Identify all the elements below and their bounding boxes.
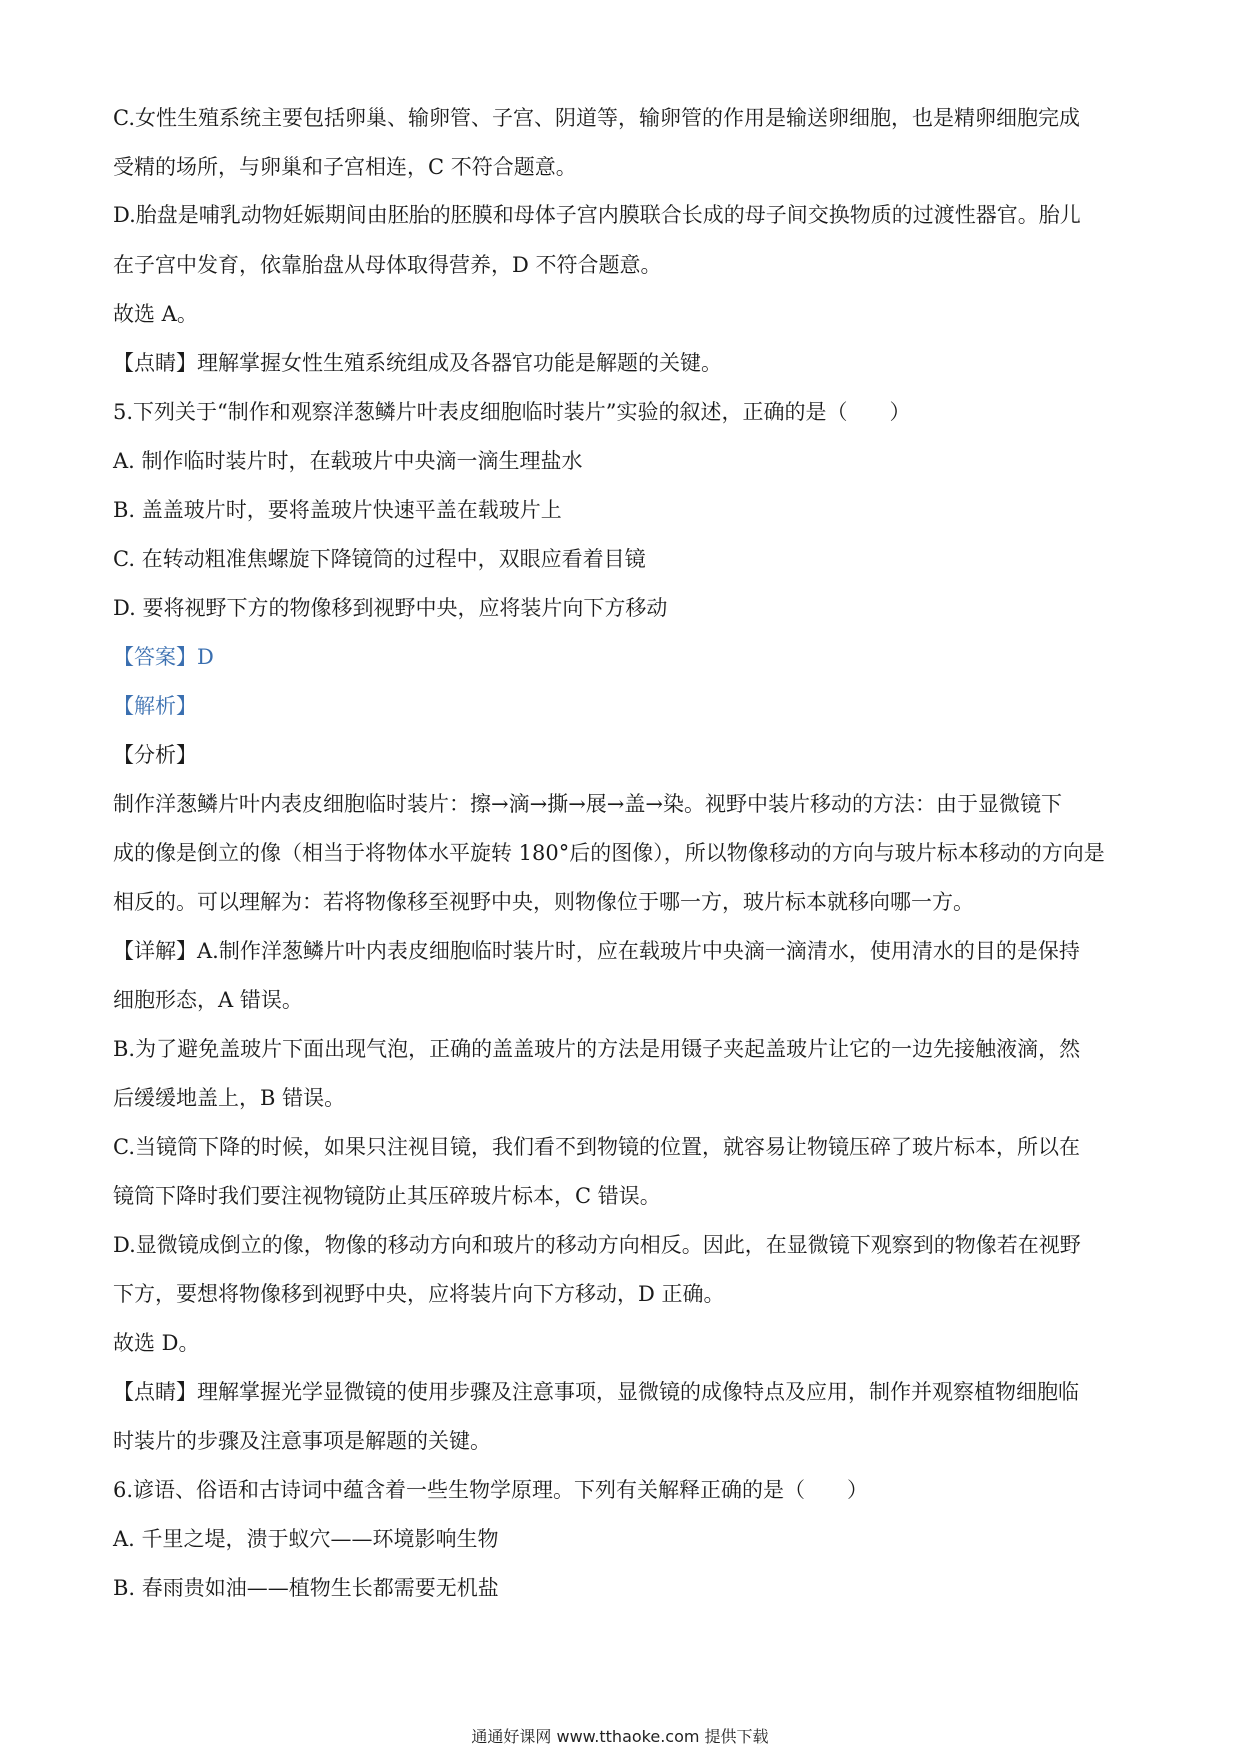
text-line: D.显微镜成倒立的像，物像的移动方向和玻片的移动方向相反。因此，在显微镜下观察到的物像若在视野 (113, 1233, 1081, 1257)
option-b: B. 春雨贵如油——植物生长都需要无机盐 (113, 1576, 499, 1600)
page-footer: 通通好课网 www.tthaoke.com 提供下载 (471, 1727, 769, 1746)
text-line: 镜筒下降时我们要注视物镜防止其压碎玻片标本，C 错误。 (113, 1184, 661, 1208)
question-5-stem: 5.下列关于“制作和观察洋葱鳞片叶表皮细胞临时装片”实验的叙述，正确的是（ ） (113, 400, 911, 424)
text-line: 【点睛】理解掌握光学显微镜的使用步骤及注意事项，显微镜的成像特点及应用，制作并观察植物细胞临 (113, 1380, 1079, 1404)
text-line: C.女性生殖系统主要包括卵巢、输卵管、子宫、阴道等，输卵管的作用是输送卵细胞，也是精卵细胞完成 (113, 106, 1080, 130)
option-a: A. 制作临时装片时，在载玻片中央滴一滴生理盐水 (113, 449, 583, 473)
text-line: B.为了避免盖玻片下面出现气泡，正确的盖盖玻片的方法是用镊子夹起盖玻片让它的一边先接触液滴，然 (113, 1037, 1081, 1061)
text-line: 成的像是倒立的像（相当于将物体水平旋转 180°后的图像），所以物像移动的方向与玻片标本移动的方向是 (113, 841, 1105, 865)
question-6-stem: 6.谚语、俗语和古诗词中蕴含着一些生物学原理。下列有关解释正确的是（ ） (113, 1478, 869, 1502)
text-line: D.胎盘是哺乳动物妊娠期间由胚胎的胚膜和母体子宫内膜联合长成的母子间交换物质的过渡性器官。胎儿 (113, 203, 1081, 227)
analysis-label: 【解析】 (113, 694, 197, 718)
text-line: 故选 A。 (113, 302, 198, 326)
option-d: D. 要将视野下方的物像移到视野中央，应将装片向下方移动 (113, 596, 668, 620)
text-line: 受精的场所，与卵巢和子宫相连，C 不符合题意。 (113, 155, 577, 179)
text-line: 时装片的步骤及注意事项是解题的关键。 (113, 1429, 491, 1453)
text-line: 细胞形态，A 错误。 (113, 988, 303, 1012)
text-line: 后缓缓地盖上，B 错误。 (113, 1086, 346, 1110)
text-line: 相反的。可以理解为：若将物像移至视野中央，则物像位于哪一方，玻片标本就移向哪一方。 (113, 890, 974, 914)
text-line: C.当镜筒下降的时候，如果只注视目镜，我们看不到物镜的位置，就容易让物镜压碎了玻片标本，所以在 (113, 1135, 1080, 1159)
text-line: 制作洋葱鳞片叶内表皮细胞临时装片：擦→滴→撕→展→盖→染。视野中装片移动的方法：由于显微镜下 (113, 792, 1062, 816)
text-line: 【点睛】理解掌握女性生殖系统组成及各器官功能是解题的关键。 (113, 351, 722, 375)
option-b: B. 盖盖玻片时，要将盖玻片快速平盖在载玻片上 (113, 498, 562, 522)
text-line: 在子宫中发育，依靠胎盘从母体取得营养，D 不符合题意。 (113, 253, 662, 277)
text-line: 故选 D。 (113, 1331, 200, 1355)
text-line: 【详解】A.制作洋葱鳞片叶内表皮细胞临时装片时，应在载玻片中央滴一滴清水，使用清水的目的是保持 (113, 939, 1080, 963)
answer-label: 【答案】D (113, 645, 214, 669)
text-line: 下方，要想将物像移到视野中央，应将装片向下方移动，D 正确。 (113, 1282, 725, 1306)
text-line: 【分析】 (113, 743, 197, 767)
option-c: C. 在转动粗准焦螺旋下降镜筒的过程中，双眼应看着目镜 (113, 547, 646, 571)
option-a: A. 千里之堤，溃于蚁穴——环境影响生物 (113, 1527, 499, 1551)
